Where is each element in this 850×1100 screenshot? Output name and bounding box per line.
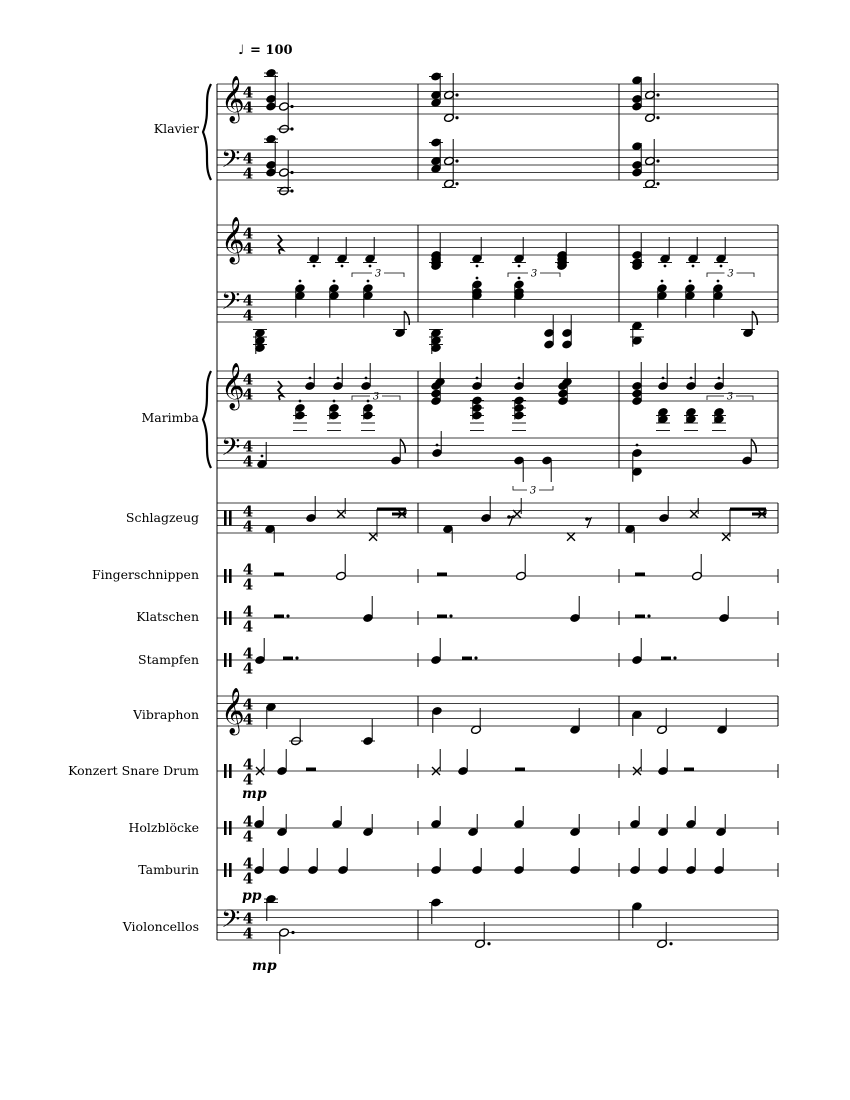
staccato-dot <box>261 455 264 458</box>
staccato-dot <box>313 265 316 268</box>
staccato-dot <box>636 444 639 447</box>
half-rest <box>515 768 525 772</box>
tuplet-number: 3 <box>530 268 538 280</box>
staccato-dot <box>309 377 312 380</box>
time-signature-numerator: 4 <box>242 755 254 774</box>
augmentation-dot <box>656 116 659 119</box>
augmentation-dot <box>449 614 452 617</box>
label-tamburin: Tamburin <box>138 862 199 877</box>
time-signature-numerator: 4 <box>242 644 254 663</box>
staccato-dot <box>662 377 665 380</box>
staccato-dot <box>518 377 521 380</box>
staccato-dot <box>717 280 720 283</box>
augmentation-dot <box>656 159 659 162</box>
percussion-clef-bar <box>224 821 227 835</box>
note-flag <box>751 439 756 453</box>
time-signature-numerator: 4 <box>242 83 254 102</box>
time-signature-numerator: 4 <box>242 695 254 714</box>
dynamic-tamburin: pp <box>242 888 262 904</box>
augmentation-dot <box>455 116 458 119</box>
percussion-clef-bar <box>229 821 232 835</box>
staccato-dot <box>689 280 692 283</box>
augmentation-dot <box>290 105 293 108</box>
staccato-dot <box>720 265 723 268</box>
time-signature-denominator: 4 <box>242 575 254 594</box>
staccato-dot <box>341 265 344 268</box>
augmentation-dot <box>455 93 458 96</box>
percussion-clef-bar <box>224 764 227 778</box>
label-snare: Konzert Snare Drum <box>68 763 199 778</box>
time-signature-denominator: 4 <box>242 306 254 325</box>
half-rest <box>635 573 645 577</box>
quarter-rest <box>278 381 283 400</box>
note-flag <box>404 311 409 325</box>
augmentation-dot <box>295 656 298 659</box>
percussion-clef-bar <box>229 764 232 778</box>
time-signature-denominator: 4 <box>242 452 254 471</box>
time-signature-numerator: 4 <box>242 560 254 579</box>
cross-notehead <box>690 510 698 518</box>
treble-clef: 𝄞 <box>221 363 245 409</box>
treble-clef: 𝄞 <box>221 688 245 734</box>
time-signature-numerator: 4 <box>242 291 254 310</box>
treble-clef: 𝄞 <box>221 217 245 263</box>
bass-clef: 𝄢 <box>221 145 241 180</box>
time-signature-denominator: 4 <box>242 869 254 888</box>
eighth-rest <box>509 516 513 526</box>
half-rest <box>437 573 447 577</box>
augmentation-dot <box>291 931 294 934</box>
time-signature-denominator: 4 <box>242 164 254 183</box>
time-signature-numerator: 4 <box>242 854 254 873</box>
cross-notehead <box>567 533 575 541</box>
augmentation-dot <box>647 614 650 617</box>
half-rest <box>283 657 293 661</box>
time-signature-numerator: 4 <box>242 149 254 168</box>
bass-clef: 𝄢 <box>221 905 241 940</box>
augmentation-dot <box>455 159 458 162</box>
note-layer <box>253 68 766 954</box>
label-holzbloecke: Holzblöcke <box>128 820 199 835</box>
staccato-dot <box>476 277 479 280</box>
time-signature-denominator: 4 <box>242 924 254 943</box>
percussion-clef-bar <box>224 511 227 526</box>
staccato-dot <box>365 377 368 380</box>
percussion-clef-bar <box>224 611 227 625</box>
staccato-dot <box>476 265 479 268</box>
label-stampfen: Stampfen <box>138 652 199 667</box>
staccato-dot <box>367 280 370 283</box>
label-klatschen: Klatschen <box>136 609 199 624</box>
note-flag <box>400 439 405 453</box>
augmentation-dot <box>673 656 676 659</box>
augmentation-dot <box>487 942 490 945</box>
half-rest <box>635 615 645 619</box>
augmentation-dot <box>455 182 458 185</box>
staff-brace <box>203 371 211 468</box>
percussion-clef-bar <box>229 653 232 667</box>
treble-clef: 𝄞 <box>221 76 245 122</box>
tempo-text: = 100 <box>250 43 293 58</box>
time-signature-denominator: 4 <box>242 239 254 258</box>
label-violoncellos: Violoncellos <box>122 919 199 934</box>
half-rest <box>462 657 472 661</box>
time-signature-denominator: 4 <box>242 98 254 117</box>
tuplet-number: 3 <box>727 268 734 280</box>
percussion-clef-bar <box>229 511 232 526</box>
half-rest <box>274 573 284 577</box>
augmentation-dot <box>656 182 659 185</box>
half-rest <box>274 615 284 619</box>
tuplet-number: 3 <box>529 485 537 497</box>
augmentation-dot <box>474 656 477 659</box>
eighth-rest <box>587 518 591 528</box>
time-signature-denominator: 4 <box>242 385 254 404</box>
time-signature-denominator: 4 <box>242 827 254 846</box>
tempo-note-glyph: ♩ <box>238 43 245 58</box>
time-signature-denominator: 4 <box>242 517 254 536</box>
staccato-dot <box>333 280 336 283</box>
staff-brace <box>203 84 211 180</box>
staccato-dot <box>299 400 302 403</box>
bass-clef: 𝄢 <box>221 433 241 468</box>
staccato-dot <box>690 377 693 380</box>
half-rest <box>684 768 694 772</box>
staccato-dot <box>692 265 695 268</box>
augmentation-dot <box>669 942 672 945</box>
staccato-dot <box>436 444 439 447</box>
cross-notehead <box>369 533 377 541</box>
time-signature-numerator: 4 <box>242 909 254 928</box>
staccato-dot <box>337 377 340 380</box>
dynamic-snare: mp <box>242 786 267 802</box>
percussion-clef-bar <box>224 653 227 667</box>
percussion-clef-bar <box>229 611 232 625</box>
percussion-clef-bar <box>224 863 227 877</box>
label-klavier: Klavier <box>153 121 199 136</box>
time-signature-numerator: 4 <box>242 224 254 243</box>
staccato-dot <box>518 277 521 280</box>
time-signature-numerator: 4 <box>242 602 254 621</box>
half-rest <box>306 768 316 772</box>
time-signature-denominator: 4 <box>242 617 254 636</box>
staccato-dot <box>661 280 664 283</box>
half-rest <box>437 615 447 619</box>
cross-notehead <box>722 533 730 541</box>
label-vibraphon: Vibraphon <box>133 707 199 722</box>
staccato-dot <box>333 400 336 403</box>
percussion-clef-bar <box>229 569 232 583</box>
label-schlagzeug: Schlagzeug <box>125 510 199 525</box>
time-signature-numerator: 4 <box>242 502 254 521</box>
tuplet-number: 3 <box>726 391 734 403</box>
cross-notehead <box>337 510 345 518</box>
staccato-dot <box>718 377 721 380</box>
time-signature-denominator: 4 <box>242 659 254 678</box>
time-signature-numerator: 4 <box>242 370 254 389</box>
label-fingerschnippen: Fingerschnippen <box>91 567 199 582</box>
percussion-clef-bar <box>224 569 227 583</box>
tempo-marking <box>238 43 293 58</box>
augmentation-dot <box>290 171 293 174</box>
staccato-dot <box>369 265 372 268</box>
augmentation-dot <box>656 93 659 96</box>
staccato-dot <box>664 265 667 268</box>
quarter-rest <box>278 235 283 254</box>
cross-notehead <box>513 510 521 518</box>
time-signature-numerator: 4 <box>242 437 254 456</box>
staccato-dot <box>367 400 370 403</box>
staccato-dot <box>518 265 521 268</box>
dynamic-violoncellos: mp <box>252 958 277 974</box>
tuplet-number: 3 <box>372 391 380 403</box>
staccato-dot <box>299 280 302 283</box>
bass-clef: 𝄢 <box>221 287 241 322</box>
time-signature-denominator: 4 <box>242 770 254 789</box>
staccato-dot <box>476 377 479 380</box>
percussion-clef-bar <box>229 863 232 877</box>
time-signature-denominator: 4 <box>242 710 254 729</box>
augmentation-dot <box>286 614 289 617</box>
note-flag <box>752 311 757 325</box>
tuplet-number: 3 <box>374 268 382 280</box>
time-signature-numerator: 4 <box>242 812 254 831</box>
half-rest <box>661 657 671 661</box>
label-marimba: Marimba <box>141 410 199 425</box>
